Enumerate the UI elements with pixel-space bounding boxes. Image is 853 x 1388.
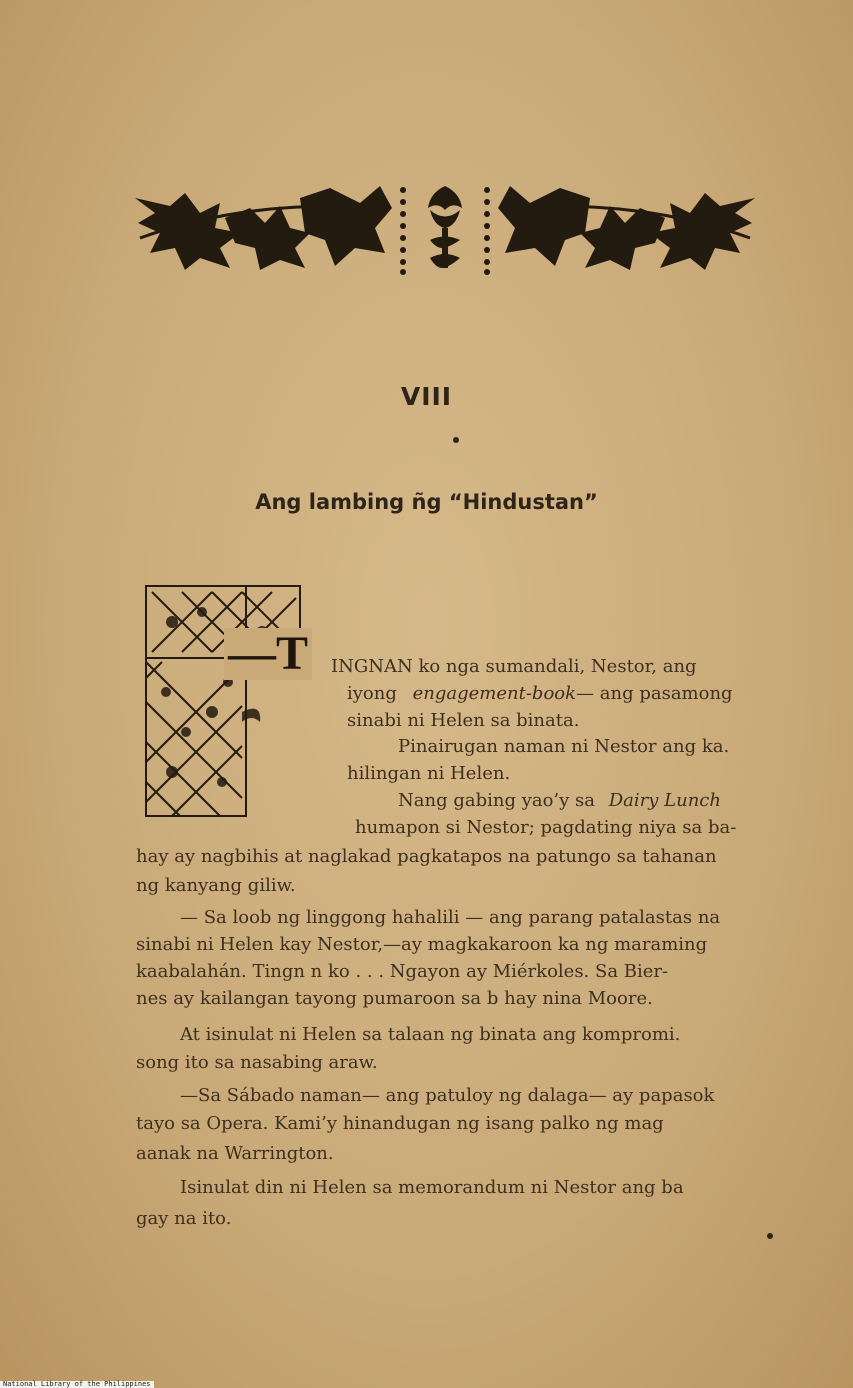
italic-term: Dairy Lunch	[608, 790, 721, 811]
text-segment: — ang pasamong	[576, 683, 733, 704]
italic-term: engagement-book	[412, 683, 577, 704]
text-line: At isinulat ni Helen sa talaan ng binata ang kompromi.	[180, 1024, 681, 1045]
floral-ornament-icon	[130, 178, 760, 278]
text-line: hay ay nagbihis at naglakad pagkatapos na patungo sa tahanan	[136, 846, 717, 867]
text-line: gay na ito.	[136, 1208, 232, 1229]
text-line: song ito sa nasabing araw.	[136, 1052, 378, 1073]
text-line: kaabalahán. Tingn n ko . . . Ngayon ay Miérkoles. Sa Bier-	[136, 961, 669, 982]
text-line: Isinulat din ni Helen sa memorandum ni Nestor ang ba	[180, 1177, 684, 1198]
text-segment: iyong	[347, 683, 397, 704]
text-line: Pinairugan naman ni Nestor ang ka.	[398, 736, 730, 757]
text-line: sinabi ni Helen kay Nestor,—ay magkakaroon ka ng maraming	[136, 934, 708, 955]
library-credit: National Library of the Philippines	[0, 1381, 154, 1388]
text-line: ng kanyang giliw.	[136, 875, 296, 896]
chapter-number: VIII	[400, 382, 453, 411]
text-line: humapon si Nestor; pagdating niya sa ba-	[355, 817, 737, 838]
text-line: INGNAN ko nga sumandali, Nestor, ang	[331, 656, 697, 677]
divider-dot	[453, 437, 459, 443]
text-line	[347, 683, 733, 705]
text-line: — Sa loob ng linggong hahalili — ang parang patalastas na	[180, 907, 721, 928]
text-line: aanak na Warrington.	[136, 1143, 334, 1164]
page-mark-dot	[767, 1233, 773, 1239]
text-line: —Sa Sábado naman— ang patuloy ng dalaga— ay papasok	[180, 1085, 715, 1106]
text-line: hilingan ni Helen.	[347, 763, 511, 784]
dropcap-frame-icon	[142, 582, 304, 820]
dropcap-letter: —T	[224, 628, 312, 680]
chapter-title: Ang lambing ñg “Hindustan”	[255, 490, 598, 514]
text-segment: Nang gabing yao’y sa	[398, 790, 596, 811]
text-line: tayo sa Opera. Kami’y hinandugan ng isang palko ng mag	[136, 1113, 664, 1134]
text-line: sinabi ni Helen sa binata.	[347, 710, 580, 731]
text-line	[398, 790, 721, 812]
text-line: nes ay kailangan tayong pumaroon sa b hay nina Moore.	[136, 988, 653, 1009]
